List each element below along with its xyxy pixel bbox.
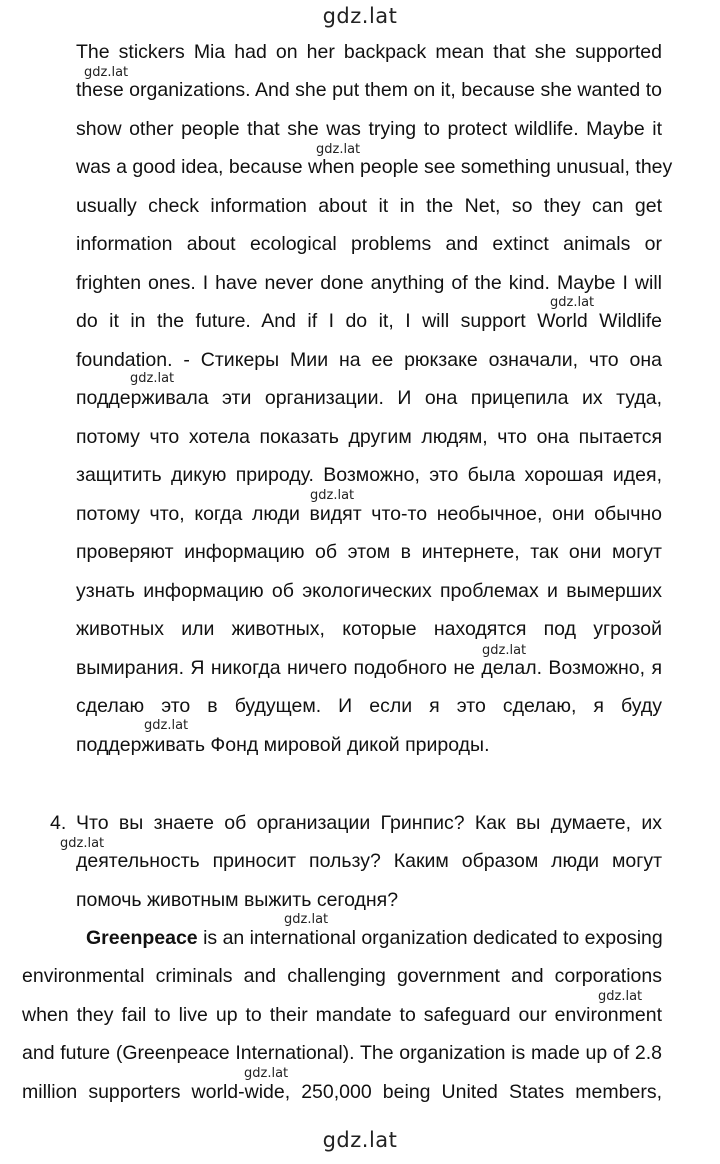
site-footer: gdz.lat: [322, 1128, 398, 1152]
question-number: 4.: [50, 812, 67, 834]
greenpeace-term: Greenpeace: [86, 927, 198, 949]
answer-line: узнать информацию об экологических проблемах и вымерших: [76, 580, 662, 602]
answer-line: сделаю это в будущем. И если я это сделаю, я буду: [76, 695, 662, 717]
greenpeace-line: environmental criminals and challenging government and corporations: [22, 965, 662, 987]
watermark: gdz.lat: [550, 295, 595, 310]
answer-line: information about ecological problems and extinct animals or: [76, 233, 662, 255]
watermark: gdz.lat: [598, 989, 643, 1004]
answer-line: foundation. - Стикеры Мии на ее рюкзаке означали, что она: [76, 349, 662, 371]
answer-line: these organizations. And she put them on it, because she wanted to: [76, 79, 662, 101]
answer-line: поддерживала эти организации. И она прицепила их туда,: [76, 387, 662, 409]
answer-line: потому что, когда люди видят что-то необычное, они обычно: [76, 503, 662, 525]
watermark: gdz.lat: [60, 836, 105, 851]
watermark: gdz.lat: [84, 65, 129, 80]
answer-line: usually check information about it in the Net, so they can get: [76, 195, 662, 217]
greenpeace-line: when they fail to live up to their mandate to safeguard our environment: [22, 1004, 662, 1026]
site-header: gdz.lat: [322, 4, 398, 28]
answer-line: The stickers Mia had on her backpack mean that she supported: [76, 41, 662, 63]
watermark: gdz.lat: [244, 1066, 289, 1081]
question-line: деятельность приносит пользу? Каким образом люди могут: [76, 850, 662, 872]
question-line: Что вы знаете об организации Гринпис? Как вы думаете, их: [76, 812, 662, 834]
greenpeace-first-line: [86, 926, 662, 950]
answer-line: защитить дикую природу. Возможно, это была хорошая идея,: [76, 464, 662, 486]
watermark: gdz.lat: [144, 718, 189, 733]
greenpeace-line: and future (Greenpeace International). The organization is made up of 2.8: [22, 1042, 662, 1064]
answer-line: животных или животных, которые находятся под угрозой: [76, 618, 662, 640]
watermark: gdz.lat: [482, 643, 527, 658]
answer-line: потому что хотела показать другим людям, что она пытается: [76, 426, 662, 448]
answer-line: show other people that she was trying to protect wildlife. Maybe it: [76, 118, 662, 140]
watermark: gdz.lat: [284, 912, 329, 927]
answer-line: вымирания. Я никогда ничего подобного не делал. Возможно, я: [76, 657, 662, 679]
answer-line: do it in the future. And if I do it, I will support World Wildlife: [76, 310, 662, 332]
watermark: gdz.lat: [130, 371, 175, 386]
watermark: gdz.lat: [310, 488, 355, 503]
greenpeace-line: million supporters world-wide, 250,000 being United States members,: [22, 1081, 662, 1103]
answer-line: проверяют информацию об этом в интернете, так они могут: [76, 541, 662, 563]
greenpeace-first-line-rest: is an international organization dedicated to exposing: [197, 927, 663, 949]
answer-line: frighten ones. I have never done anything of the kind. Maybe I will: [76, 272, 662, 294]
answer-line: was a good idea, because when people see something unusual, they: [76, 156, 673, 178]
answer-line: поддерживать Фонд мировой дикой природы.: [76, 734, 490, 756]
question-line: помочь животным выжить сегодня?: [76, 889, 399, 911]
watermark: gdz.lat: [316, 142, 361, 157]
